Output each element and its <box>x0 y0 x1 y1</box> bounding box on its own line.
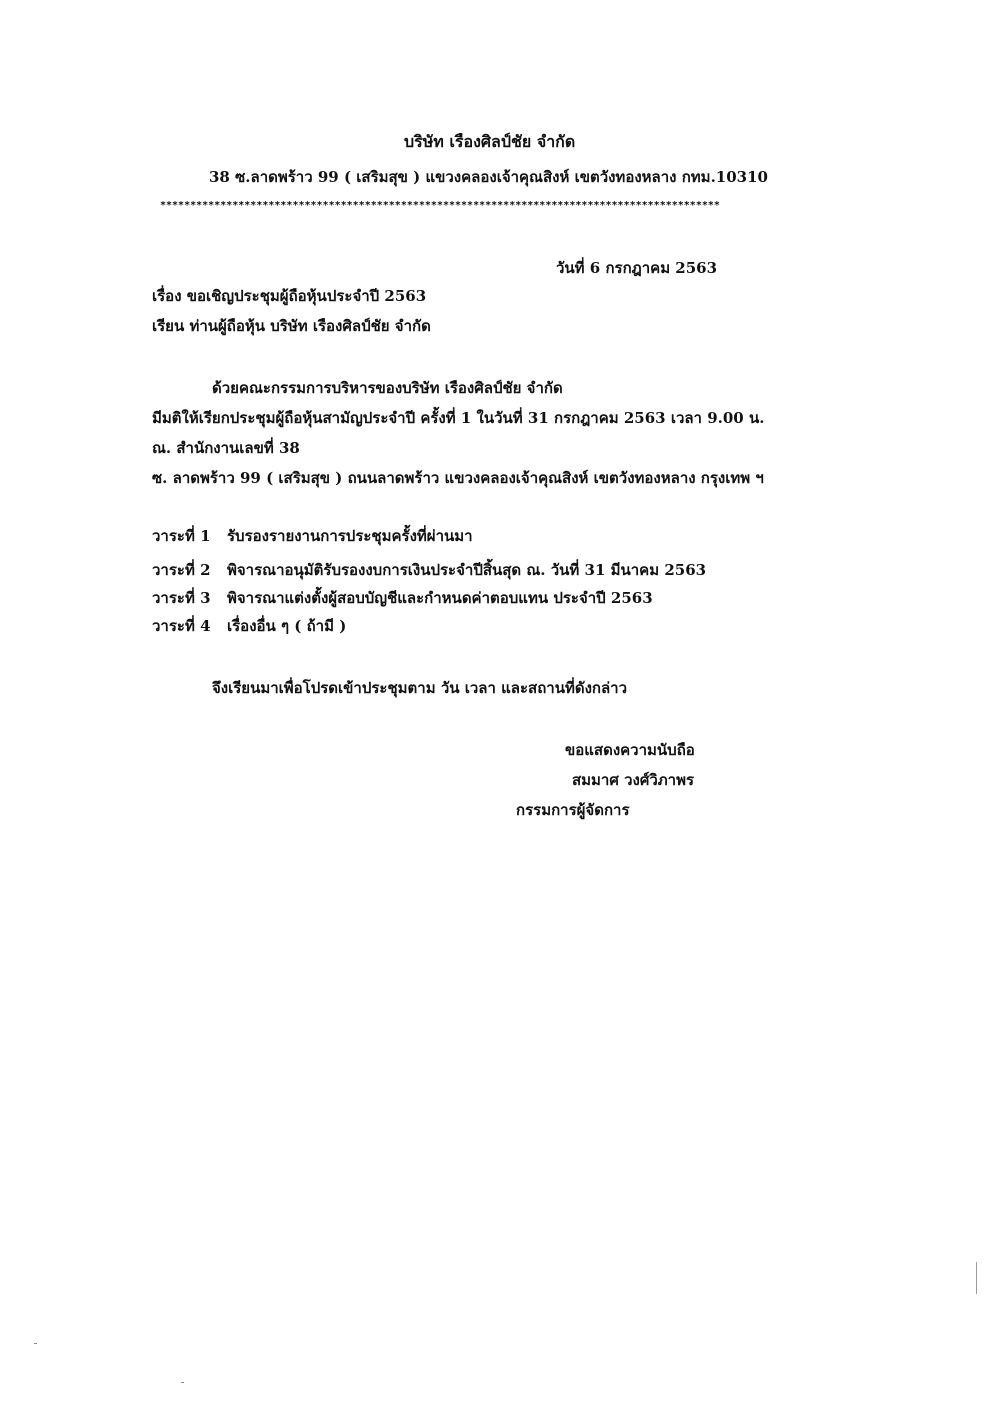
agenda-item <box>152 616 346 636</box>
agenda-text: พิจารณาแต่งตั้งผู้สอบบัญชีและกำหนดค่าตอบแทน ประจำปี 2563 <box>227 589 653 607</box>
agenda-item <box>152 526 473 546</box>
agenda-item <box>152 588 653 608</box>
regards-text: ขอแสดงความนับถือ <box>565 741 695 759</box>
agenda-text: เรื่องอื่น ๆ ( ถ้ามี ) <box>227 617 347 635</box>
closing-sentence: จึงเรียนมาเพื่อโปรดเข้าประชุมตาม วัน เวลา และสถานที่ดังกล่าว <box>212 679 628 697</box>
agenda-text: รับรองรายงานการประชุมครั้งที่ผ่านมา <box>227 527 473 545</box>
agenda-number: วาระที่ 3 <box>152 589 211 607</box>
agenda-number: วาระที่ 4 <box>152 617 211 635</box>
body-line-1: ด้วยคณะกรรมการบริหารของบริษัท เรืองศิลป์ชัย จำกัด <box>212 379 563 397</box>
letter-subject: เรื่อง ขอเชิญประชุมผู้ถือหุ้นประจำปี 2563 <box>152 287 427 305</box>
scan-artifact-dot <box>181 1382 184 1383</box>
agenda-number: วาระที่ 1 <box>152 527 211 545</box>
agenda-text: พิจารณาอนุมัติรับรองงบการเงินประจำปีสิ้นสุด ณ. วันที่ 31 มีนาคม 2563 <box>227 561 707 579</box>
scan-artifact-dot <box>34 1343 37 1344</box>
signer-title: กรรมการผู้จัดการ <box>516 801 630 819</box>
agenda-number: วาระที่ 2 <box>152 561 211 579</box>
agenda-item <box>152 560 706 580</box>
letter-date: วันที่ 6 กรกฎาคม 2563 <box>556 259 718 277</box>
asterisk-divider: ********************************************************************************************* <box>160 200 720 211</box>
signer-name: สมมาศ วงศ์วิภาพร <box>572 771 695 789</box>
letter-recipient: เรียน ท่านผู้ถือหุ้น บริษัท เรืองศิลป์ชัย จำกัด <box>152 317 431 335</box>
body-line-4: ซ. ลาดพร้าว 99 ( เสริมสุข ) ถนนลาดพร้าว แขวงคลองเจ้าคุณสิงห์ เขตวังทองหลาง กรุงเทพ ฯ <box>152 469 764 487</box>
body-line-2: มีมติให้เรียกประชุมผู้ถือหุ้นสามัญประจำปี ครั้งที่ 1 ในวันที่ 31 กรกฎาคม 2563 เวลา 9.00 น. <box>152 409 765 427</box>
scan-artifact-line <box>976 1262 977 1294</box>
company-name: บริษัท เรืองศิลป์ชัย จำกัด <box>404 132 576 151</box>
body-line-3: ณ. สำนักงานเลขที่ 38 <box>152 439 300 457</box>
company-address: 38 ซ.ลาดพร้าว 99 ( เสริมสุข ) แขวงคลองเจ้าคุณสิงห์ เขตวังทองหลาง กทม.10310 <box>209 168 768 186</box>
